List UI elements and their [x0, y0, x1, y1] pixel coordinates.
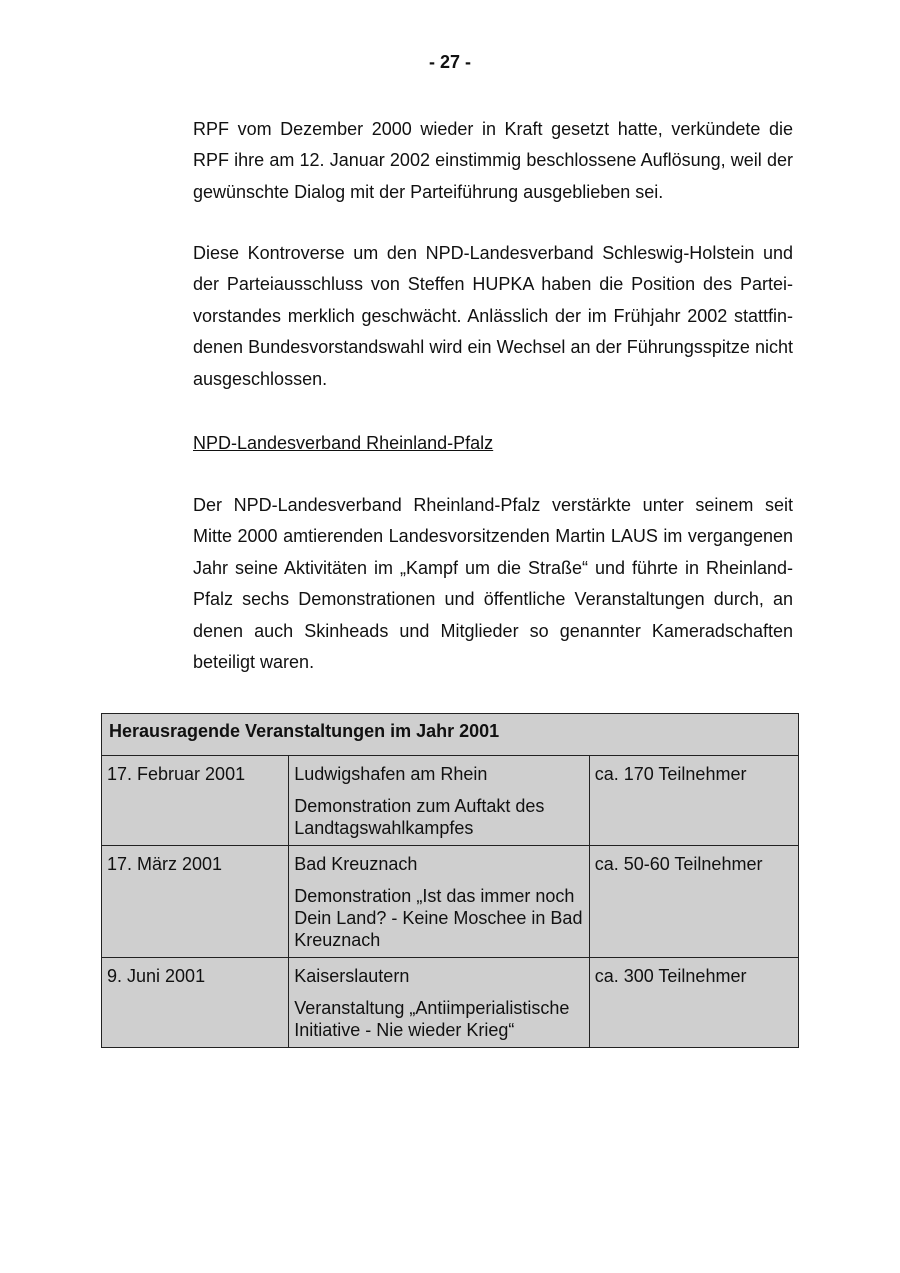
event-date: 17. Februar 2001 — [102, 756, 289, 846]
table-row — [102, 846, 799, 958]
event-place: Ludwigshafen am Rhein — [294, 764, 488, 784]
event-place: Kaiserslautern — [294, 966, 410, 986]
section-heading: NPD-Landesverband Rheinland-Pfalz — [193, 433, 494, 453]
table-title: Herausragende Veranstaltungen im Jahr 2001 — [102, 714, 799, 756]
paragraph-1: RPF vom Dezember 2000 wieder in Kraft gesetzt hatte, verkündete die RPF ihre am 12. Januar 2002 einstimmig beschlossene Auflösung, weil der gewünschte Dialog mit der Parteiführung ausgeblieben sei. — [193, 119, 793, 202]
event-date: 9. Juni 2001 — [102, 958, 289, 1048]
page-number: - 27 - — [428, 52, 471, 72]
events-table — [101, 713, 799, 1048]
event-cell — [289, 958, 589, 1048]
table-header-row — [102, 714, 799, 756]
table-row — [102, 756, 799, 846]
event-description: Veranstaltung „Antiimperialistische Initiative - Nie wieder Krieg“ — [294, 998, 570, 1040]
event-participants: ca. 50-60 Teilnehmer — [589, 846, 798, 958]
paragraph-2: Diese Kontroverse um den NPD-Landesverband Schleswig-Holstein und der Parteiausschluss von Steffen HUPKA haben die Position des Parteivorstandes merklich geschwächt. Anlässlich der im Frühjahr 2002 stattfindenen Bundesvorstandswahl wird ein Wechsel an der Führungsspitze nicht ausgeschlossen. — [193, 243, 793, 389]
table-row — [102, 958, 799, 1048]
event-description: Demonstration „Ist das immer noch Dein Land? - Keine Moschee in Bad Kreuznach — [294, 886, 583, 950]
event-place: Bad Kreuznach — [294, 854, 418, 874]
event-participants: ca. 300 Teilnehmer — [589, 958, 798, 1048]
event-date: 17. März 2001 — [102, 846, 289, 958]
event-participants: ca. 170 Teilnehmer — [589, 756, 798, 846]
event-cell — [289, 756, 589, 846]
paragraph-3: Der NPD-Landesverband Rheinland-Pfalz verstärkte unter seinem seit Mitte 2000 amtierenden Landesvorsitzenden Martin LAUS im vergangenen Jahr seine Aktivitäten im „Kampf um die Straße“ und führte in Rheinland-Pfalz sechs Demonstrationen und öffentliche Veranstaltungen durch, an denen auch Skinheads und Mitglieder so genannter Kameradschaften beteiligt waren. — [193, 495, 793, 673]
event-cell — [289, 846, 589, 958]
event-description: Demonstration zum Auftakt des Landtagswahlkampfes — [294, 796, 545, 838]
